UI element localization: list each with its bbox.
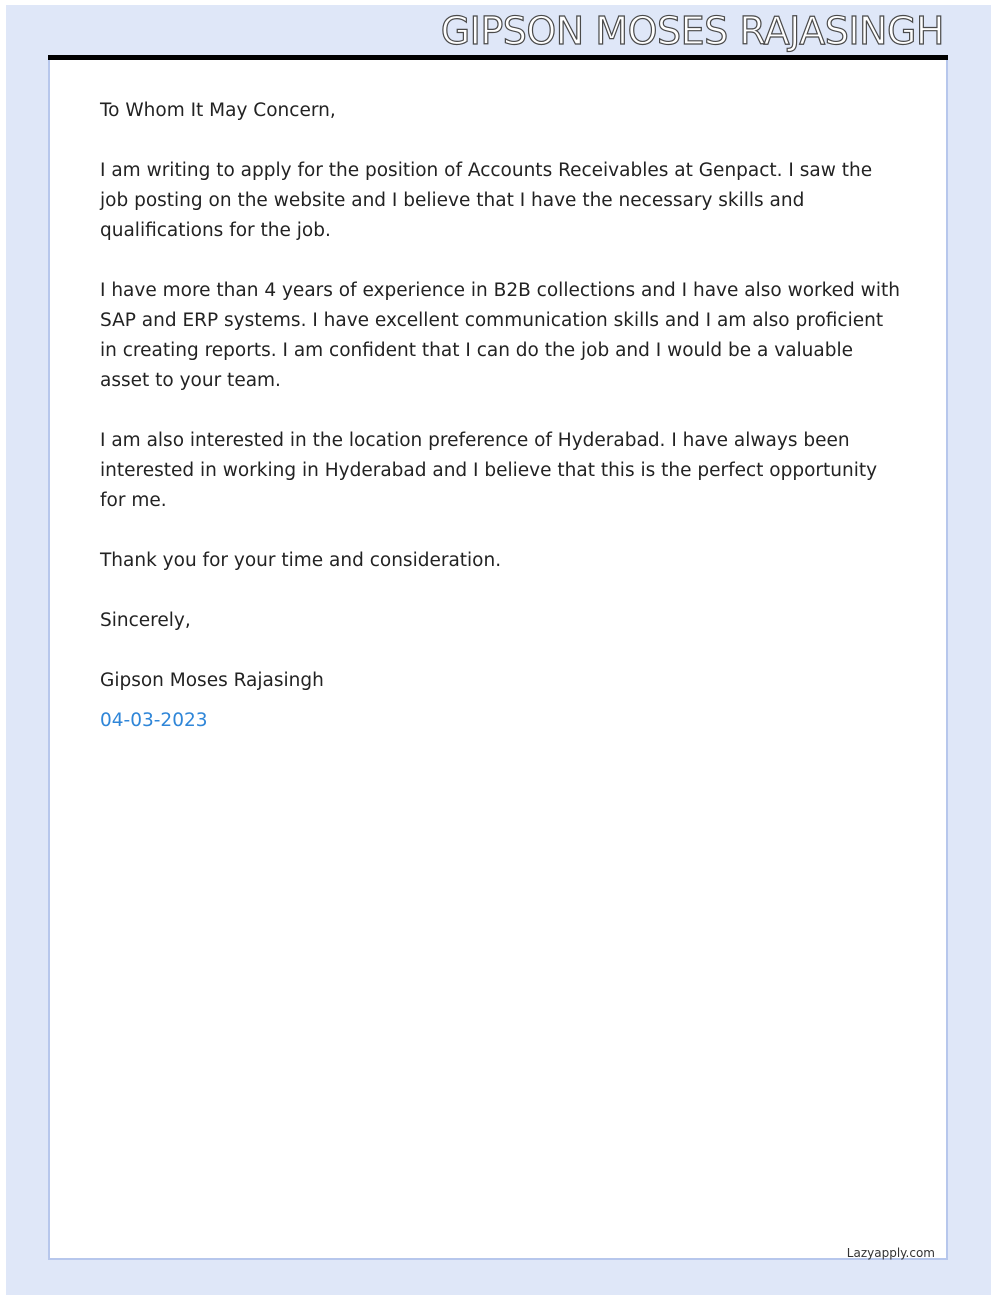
paragraph-intro: I am writing to apply for the position of Accounts Receivables at Genpact. I saw the job posting on the website and I believe that I have the necessary skills and qualifications for the job.	[100, 160, 873, 241]
letter-date: 04-03-2023	[100, 710, 208, 731]
signature-name: Gipson Moses Rajasingh	[100, 670, 324, 691]
letter-body	[100, 96, 900, 766]
paragraph-experience: I have more than 4 years of experience in B2B collections and I have also worked with SAP and ERP systems. I have excellent communication skills and I am also proficient in creating reports. I am confident that I can do the job and I would be a valuable asset to your team.	[100, 280, 900, 391]
closing: Sincerely,	[100, 610, 191, 631]
paragraph-location: I am also interested in the location preference of Hyderabad. I have always been interested in working in Hyderabad and I believe that this is the perfect opportunity for me.	[100, 430, 878, 511]
greeting: To Whom It May Concern,	[100, 100, 336, 121]
header-name: GIPSON MOSES RAJASINGH	[440, 9, 944, 53]
footer-brand: Lazyapply.com	[846, 1246, 935, 1260]
paragraph-thanks: Thank you for your time and consideration.	[100, 550, 502, 571]
header-divider	[48, 55, 948, 60]
